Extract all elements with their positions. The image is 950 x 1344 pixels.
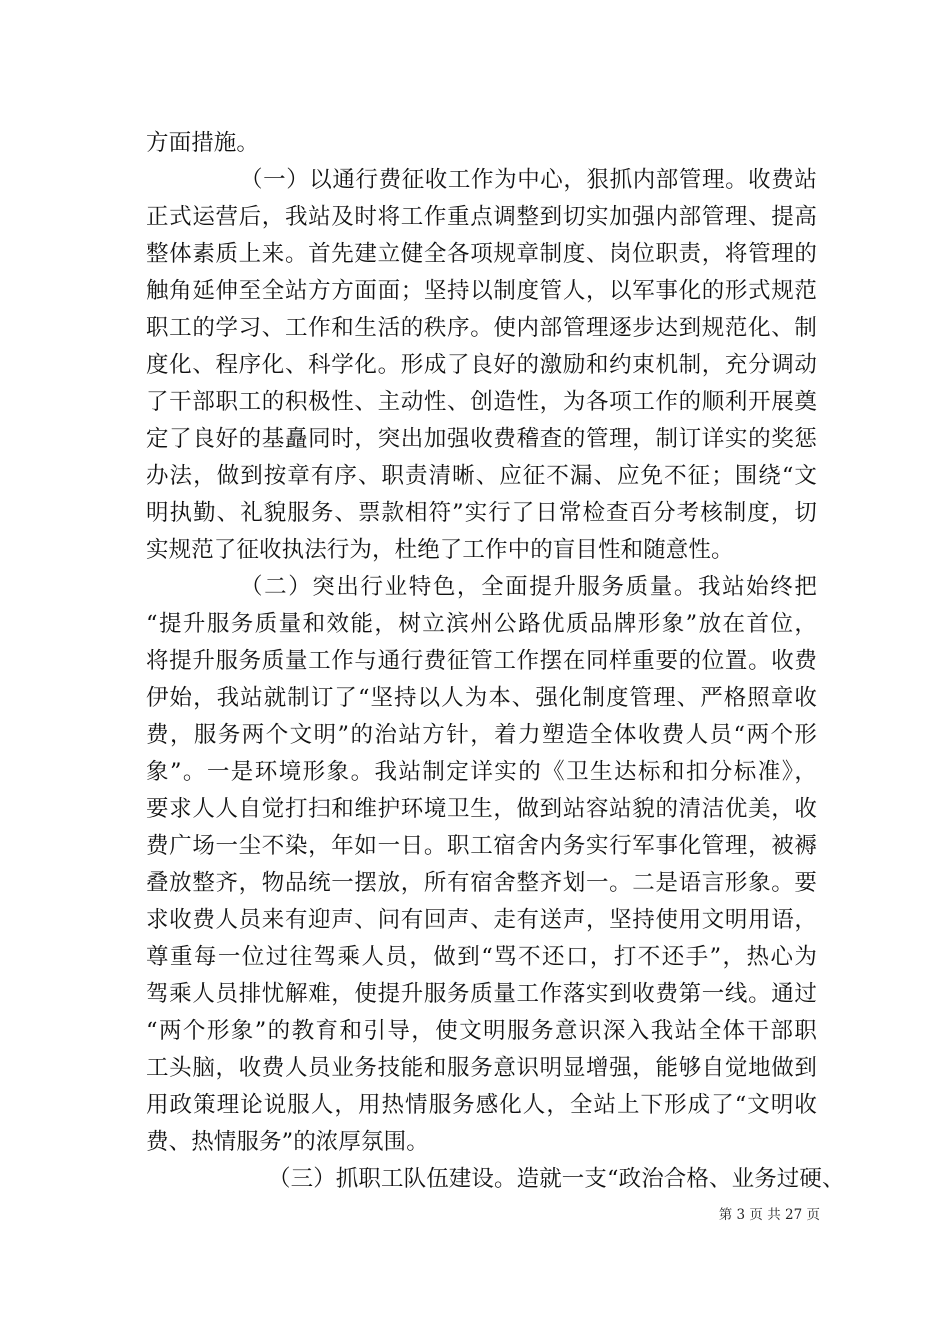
- page-footer: 第 3 页 共 27 页: [718, 1207, 820, 1223]
- text-line: 费、热情服务”的浓厚氛围。: [146, 1129, 429, 1155]
- text-line: 用政策理论说服人，用热情服务感化人，全站上下形成了“文明收: [146, 1092, 817, 1118]
- text-line: 明执勤、礼貌服务、票款相符”实行了日常检查百分考核制度，切: [146, 500, 817, 526]
- text-line: 尊重每一位过往驾乘人员，做到“骂不还口，打不还手”，热心为: [146, 944, 817, 970]
- text-line: 将提升服务质量工作与通行费征管工作摆在同样重要的位置。收费: [146, 648, 817, 674]
- text-line: 费广场一尘不染，年如一日。职工宿舍内务实行军事化管理，被褥: [146, 833, 817, 859]
- text-line: “两个形象”的教育和引导，使文明服务意识深入我站全体干部职: [146, 1018, 817, 1044]
- text-line: 办法，做到按章有序、职责清晰、应征不漏、应免不征；围绕“文: [146, 463, 817, 489]
- text-line: 叠放整齐，物品统一摆放，所有宿舍整齐划一。二是语言形象。要: [146, 870, 817, 896]
- text-line: 了干部职工的积极性、主动性、创造性，为各项工作的顺利开展奠: [146, 389, 817, 415]
- text-line: 象”。一是环境形象。我站制定详实的《卫生达标和扣分标准》，: [146, 759, 817, 785]
- text-line: 职工的学习、工作和生活的秩序。使内部管理逐步达到规范化、制: [146, 315, 817, 341]
- text-line: 求收费人员来有迎声、问有回声、走有送声，坚持使用文明用语，: [146, 907, 817, 933]
- section-heading-3: （三）抓职工队伍建设。造就一支“政治合格、业务过硬、: [268, 1166, 845, 1192]
- text-line: 驾乘人员排忧解难，使提升服务质量工作落实到收费第一线。通过: [146, 981, 817, 1007]
- text-line: 伊始，我站就制订了“坚持以人为本、强化制度管理、严格照章收: [146, 685, 817, 711]
- text-line: “提升服务质量和效能，树立滨州公路优质品牌形象”放在首位，: [146, 611, 817, 637]
- text-line: 正式运营后，我站及时将工作重点调整到切实加强内部管理、提高: [146, 204, 817, 230]
- text-line: 方面措施。: [146, 130, 260, 156]
- section-heading-2: （二）突出行业特色，全面提升服务质量。我站始终把: [240, 574, 817, 600]
- text-line: 整体素质上来。首先建立健全各项规章制度、岗位职责，将管理的: [146, 241, 817, 267]
- text-line: 定了良好的基矗同时，突出加强收费稽查的管理，制订详实的奖惩: [146, 426, 817, 452]
- text-line: 度化、程序化、科学化。形成了良好的激励和约束机制，充分调动: [146, 352, 817, 378]
- section-heading-1: （一）以通行费征收工作为中心，狠抓内部管理。收费站: [240, 167, 817, 193]
- text-line: 触角延伸至全站方方面面；坚持以制度管人，以军事化的形式规范: [146, 278, 817, 304]
- text-line: 要求人人自觉打扫和维护环境卫生，做到站容站貌的清洁优美，收: [146, 796, 817, 822]
- text-line: 工头脑，收费人员业务技能和服务意识明显增强，能够自觉地做到: [146, 1055, 817, 1081]
- text-line: 实规范了征收执法行为，杜绝了工作中的盲目性和随意性。: [146, 537, 734, 563]
- text-line: 费，服务两个文明”的治站方针，着力塑造全体收费人员“两个形: [146, 722, 817, 748]
